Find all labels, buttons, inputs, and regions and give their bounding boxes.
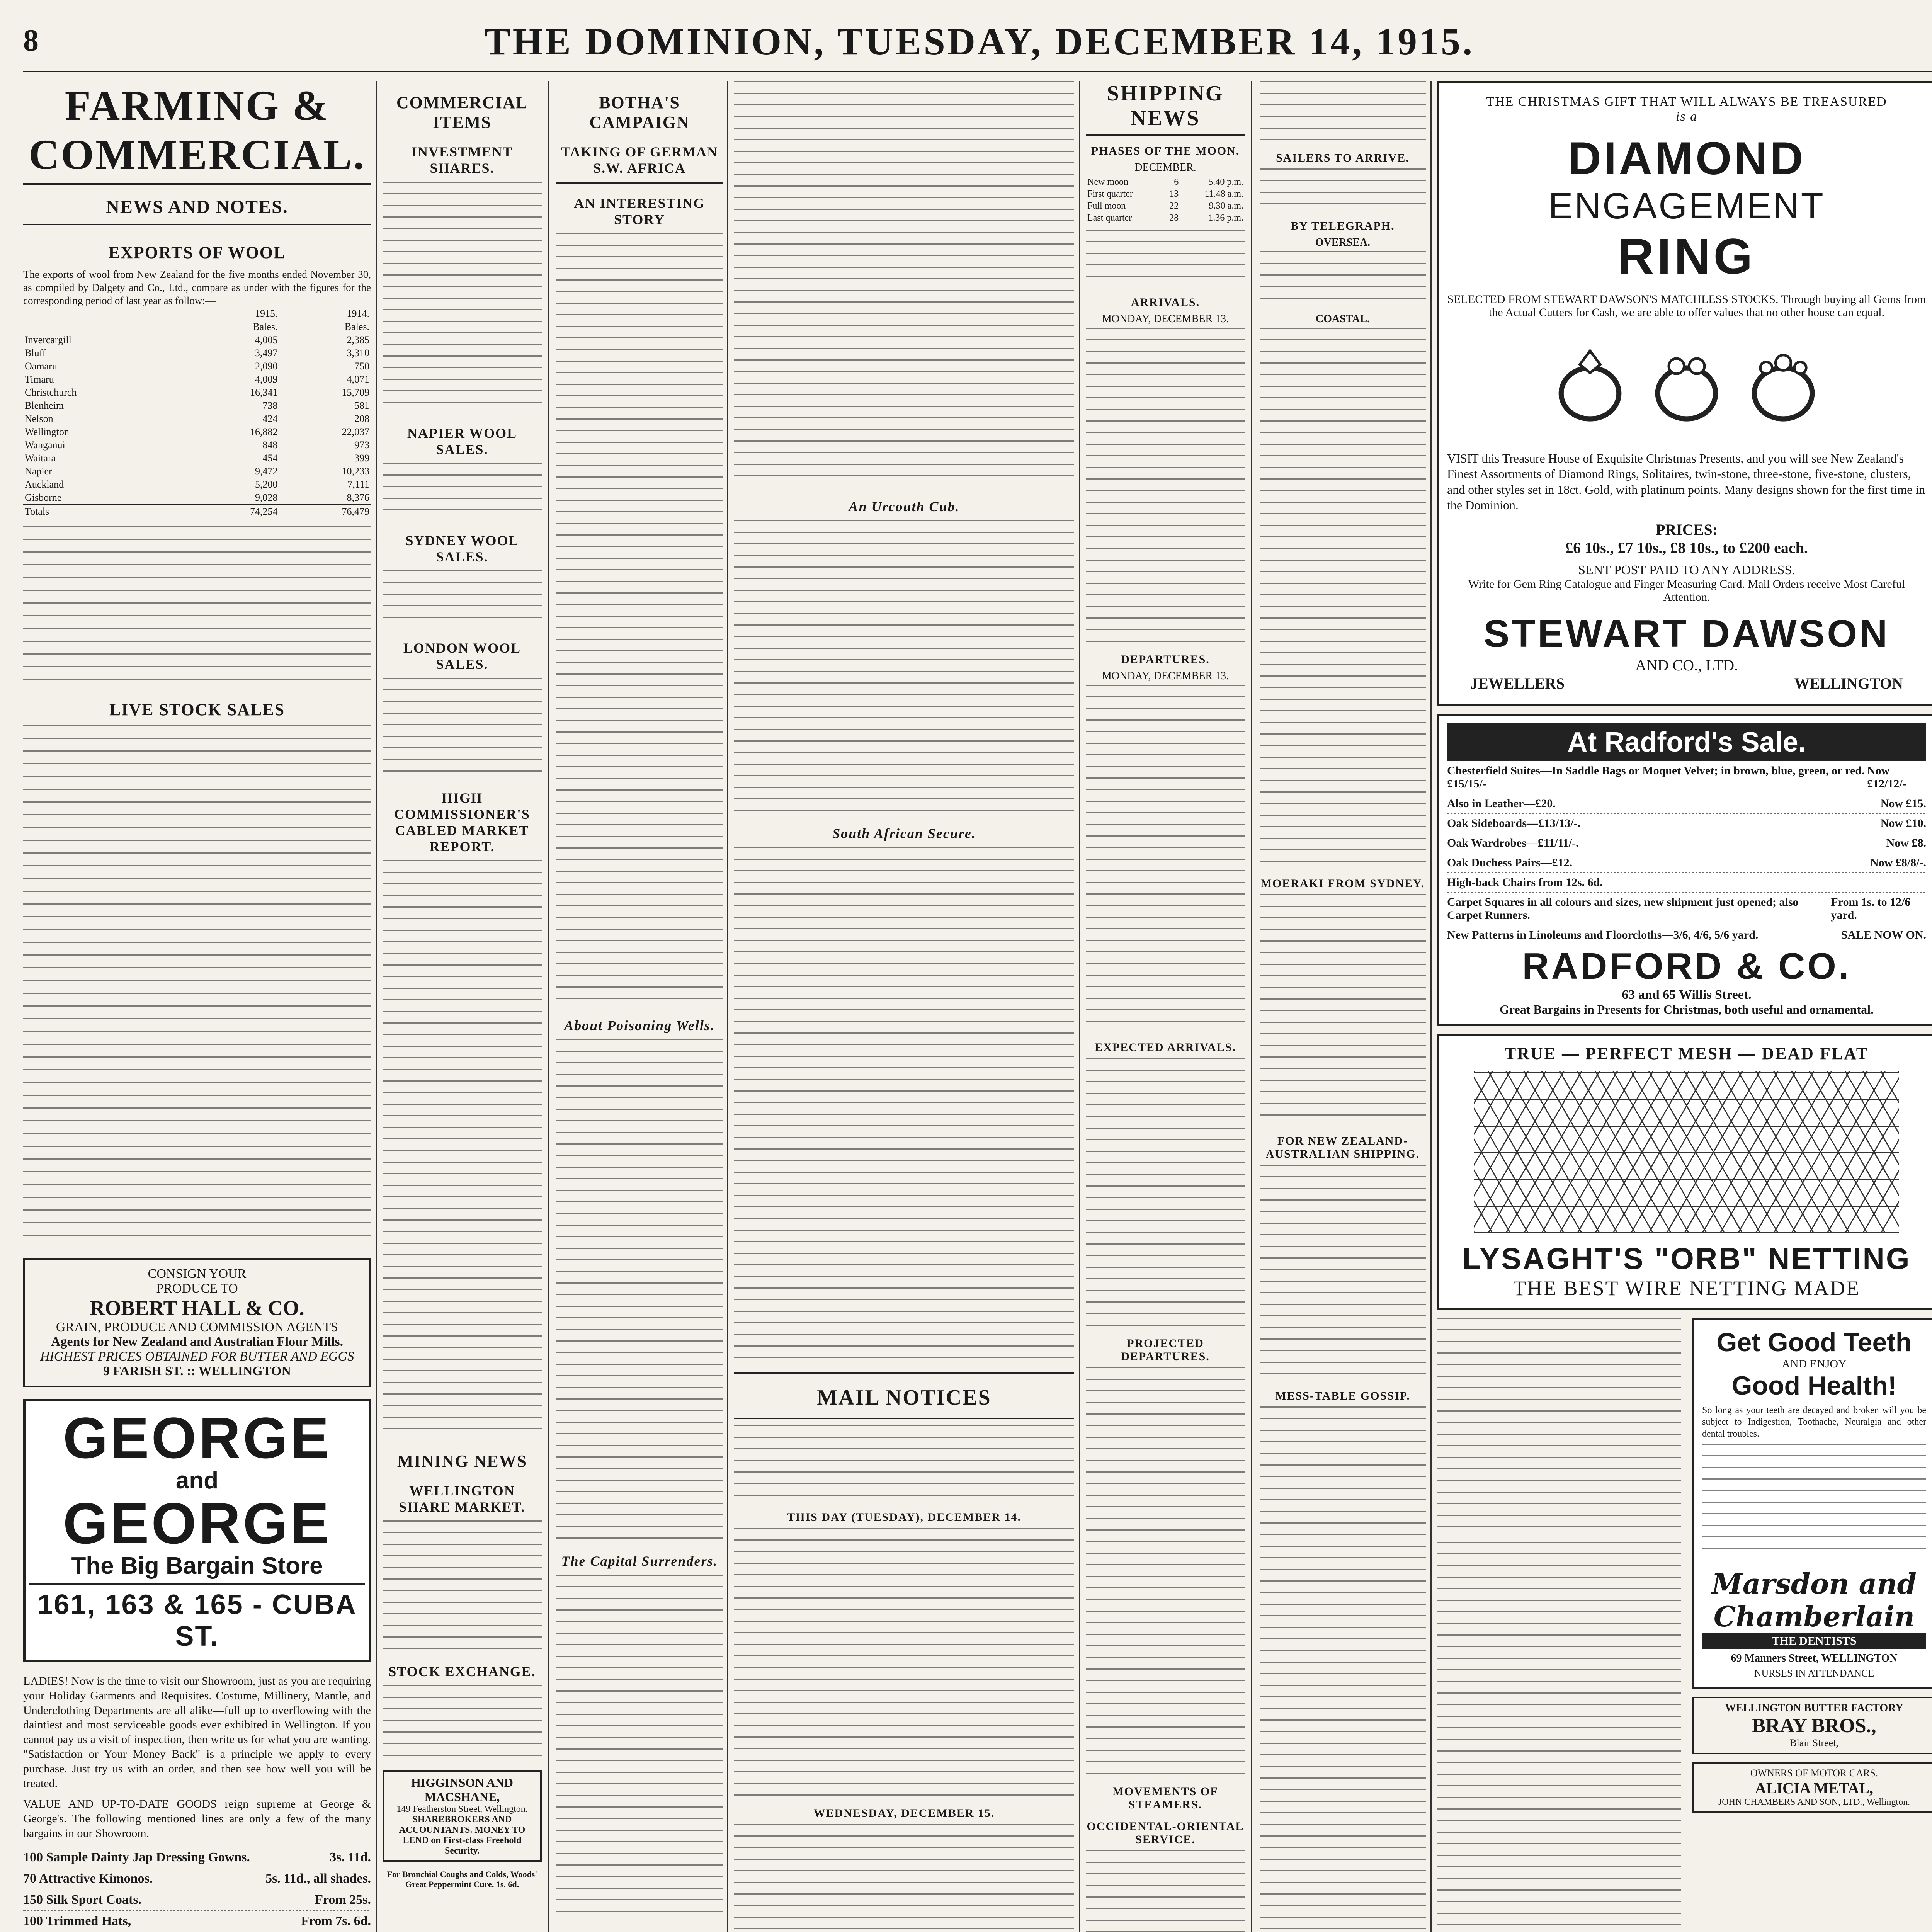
list-item: 100 Sample Dainty Jap Dressing Gowns. 3s. 11d. bbox=[23, 1847, 371, 1868]
ring-illustrations bbox=[1447, 327, 1926, 443]
table-row: Blenheim 738 581 bbox=[25, 400, 369, 412]
table-row: Wanganui 848 973 bbox=[25, 439, 369, 451]
table-row: Timaru 4,009 4,071 bbox=[25, 374, 369, 385]
page-title: THE DOMINION, TUESDAY, DECEMBER 14, 1915. bbox=[484, 20, 1475, 63]
list-item: 100 Trimmed Hats, From 7s. 6d. bbox=[23, 1911, 371, 1932]
ring-icon bbox=[1741, 342, 1826, 427]
commercial-heading: COMMERCIAL ITEMS bbox=[396, 93, 528, 132]
live-stock-heading: LIVE STOCK SALES bbox=[109, 700, 285, 719]
george-value: VALUE AND UP-TO-DATE GOODS reign supreme at George & George's. The following mentioned lines are only a few of the many bargains in our Showroom. bbox=[23, 1798, 371, 1840]
exports-intro: The exports of wool from New Zealand for the five months ended November 30, as compiled by Dalgety and Co., Ltd., compare as under with the figures for the corresponding period of last year as follow:— bbox=[23, 269, 371, 307]
column-news: An Urcouth Cub. South African Secure. MAIL NOTICES THIS DAY (TUESDAY), DECEMBER 14. WEDNESDAY, DECEMBER 15. bbox=[734, 81, 1074, 1932]
newspaper-page bbox=[23, 15, 1932, 1932]
list-item: Oak Duchess Pairs—£12. Now £8/8/-. bbox=[1447, 853, 1926, 873]
article-text bbox=[1437, 1318, 1681, 1534]
table-row: Full moon 22 9.30 a.m. bbox=[1087, 201, 1243, 211]
exports-heading: EXPORTS OF WOOL bbox=[108, 243, 286, 262]
column-divider bbox=[1079, 81, 1080, 1932]
table-row: Waitara 454 399 bbox=[25, 452, 369, 464]
table-row: New moon 6 5.40 p.m. bbox=[1087, 177, 1243, 187]
column-advertisements bbox=[1437, 81, 1932, 1932]
table-row: Napier 9,472 10,233 bbox=[25, 466, 369, 477]
table-row: First quarter 13 11.48 a.m. bbox=[1087, 189, 1243, 199]
table-row: Wellington 16,882 22,037 bbox=[25, 426, 369, 438]
wool-exports-table bbox=[23, 307, 371, 518]
list-item: Also in Leather—£20. Now £15. bbox=[1447, 794, 1926, 814]
table-row: Invercargill 4,005 2,385 bbox=[25, 334, 369, 346]
article-text bbox=[556, 233, 723, 1006]
diamond-ring-ad: THE CHRISTMAS GIFT THAT WILL ALWAYS BE TREASURED is a DIAMOND ENGAGEMENT RING SELECTED FROM STEWART DAWSON'S MATCHLESS STOCKS. Through buying all Gems from the Actual Cutters for Cash, we are able to offer values that no other house can equal. VISIT this Treasure House of Exquisite Christmas Presents, and you will see New Zealand's Finest Assortments of Diamond Rings, Solitaires, twin-stone, three-stone, five-stone, clusters, and other styles set in 18ct. Gold, with platinum points. Many designs shown for the first time in the Dominion. PRICES: £6 10s., £7 10s., £8 10s., to £200 each. SENT POST PAID TO ANY ADDRESS. Write for Gem Ring Catalogue and Finger Measuring Card. Mail Orders receive Most Careful Attention. STEWART DAWSON AND CO., LTD. JEWELLERS WELLINGTON bbox=[1437, 81, 1932, 706]
share-list bbox=[383, 182, 542, 413]
list-item: 70 Attractive Kimonos. 5s. 11d., all shades. bbox=[23, 1868, 371, 1889]
mail-notices-heading: MAIL NOTICES bbox=[817, 1386, 992, 1410]
list-item: High-back Chairs from 12s. 6d. bbox=[1447, 873, 1926, 893]
masthead bbox=[23, 15, 1932, 72]
list-item: 150 Silk Sport Coats. From 25s. bbox=[23, 1889, 371, 1911]
table-row: Last quarter 28 1.36 p.m. bbox=[1087, 213, 1243, 223]
column-divider bbox=[727, 81, 728, 1932]
alicia-metal-ad: OWNERS OF MOTOR CARS. ALICIA METAL, JOHN CHAMBERS AND SON, LTD., Wellington. bbox=[1692, 1762, 1932, 1813]
list-item: Chesterfield Suites—In Saddle Bags or Moquet Velvet; in brown, blue, green, or red. £15/15/- Now £12/12/- bbox=[1447, 761, 1926, 794]
robert-hall-ad: CONSIGN YOUR PRODUCE TO ROBERT HALL & CO. GRAIN, PRODUCE AND COMMISSION AGENTS Agents for New Zealand and Australian Flour Mills. HIGHEST PRICES OBTAINED FOR BUTTER AND EGGS 9 FARISH ST. :: WELLINGTON bbox=[23, 1258, 371, 1387]
list-item: Carpet Squares in all colours and sizes, new shipment just opened; also Carpet Runners. From 1s. to 12/6 yard. bbox=[1447, 893, 1926, 925]
dentists-ad: Get Good Teeth AND ENJOY Good Health! So long as your teeth are decayed and broken will you be subject to Indigestion, Toothache, Neuralgia and other dental troubles. Marsdon and Chamberlain THE DENTISTS 69 Manners Street, WELLINGTON NURSES IN ATTENDANCE bbox=[1692, 1318, 1932, 1689]
radford-sale-ad: At Radford's Sale. Chesterfield Suites—In Saddle Bags or Moquet Velvet; in brown, blue, green, or red. £15/15/- Now £12/12/- Also in Leather—£20. Now £15. Oak Sideboards—£13/13/-. Now £10. Oak Wardrobes—£11/11/-. Now £8. Oak Duchess Pairs—£12. Now £8/8/-. High-back Chairs from 12s. 6d. Carpet Squares in all colours and sizes, new shipment just opened; also Carpet Runners. From 1s. to 12/6 yard. New Patterns in Linoleums and Floorcloths—3/6, 4/6, 5/6 yard. SALE NOW ON. RADFORD & CO. 63 and 65 Willis Street. Great Bargains in Presents for Christmas, both useful and ornamental. bbox=[1437, 714, 1932, 1026]
wire-mesh-illustration bbox=[1474, 1071, 1899, 1233]
table-row: Bluff 3,497 3,310 bbox=[25, 347, 369, 359]
table-units: Bales. Bales. bbox=[253, 321, 369, 333]
table-row: Nelson 424 208 bbox=[25, 413, 369, 425]
ring-icon bbox=[1644, 342, 1729, 427]
botha-heading: BOTHA'S CAMPAIGN bbox=[589, 93, 690, 132]
article-text bbox=[23, 526, 371, 688]
advertiser-name: ROBERT HALL & CO. bbox=[90, 1296, 304, 1320]
column-farming bbox=[23, 81, 371, 1932]
higginson-ad: HIGGINSON AND MACSHANE, 149 Featherston Street, Wellington. SHAREBROKERS AND ACCOUNTANTS. MONEY TO LEND on First-class Freehold Security. bbox=[383, 1770, 542, 1862]
ring-icon bbox=[1548, 342, 1633, 427]
column-divider bbox=[376, 81, 377, 1932]
list-item: New Patterns in Linoleums and Floorcloths—3/6, 4/6, 5/6 yard. SALE NOW ON. bbox=[1447, 925, 1926, 945]
george-and-george-ad: GEORGE and GEORGE The Big Bargain Store 161, 163 & 165 - CUBA ST. bbox=[23, 1399, 371, 1662]
list-item: Oak Sideboards—£13/13/-. Now £10. bbox=[1447, 814, 1926, 833]
moon-table bbox=[1086, 176, 1245, 224]
bargain-list bbox=[23, 1847, 371, 1932]
table-total: Totals 74,254 76,479 bbox=[23, 505, 371, 518]
list-item: Oak Wardrobes—£11/11/-. Now £8. bbox=[1447, 833, 1926, 853]
article-text bbox=[23, 725, 371, 1243]
table-header: 1915. 1914. bbox=[255, 308, 369, 320]
butter-factory-ad: WELLINGTON BUTTER FACTORY BRAY BROS., Blair Street, bbox=[1692, 1697, 1932, 1754]
news-heading: NEWS AND NOTES. bbox=[106, 197, 288, 217]
george-intro: LADIES! Now is the time to visit our Showroom, just as you are requiring your Holiday Garments and Requisites. Costume, Millinery, Mantle, and Underclothing Departments are all alike—full up to overflowing with the daintiest and most serviceable goods ever exhibited in Wellington. If you cannot pay us a visit of inspection, then write us for what you are wanting. "Satisfaction or Your Money Back" is a principle we apply to every purchase. Just try us with an order, and then see how well you will be treated. bbox=[23, 1675, 371, 1790]
article-text bbox=[734, 81, 1074, 487]
table-row: Gisborne 9,028 8,376 bbox=[25, 492, 369, 503]
lysaght-netting-ad: TRUE — PERFECT MESH — DEAD FLAT LYSAGHT'S "ORB" NETTING THE BEST WIRE NETTING MADE bbox=[1437, 1034, 1932, 1310]
column-commercial: COMMERCIAL ITEMS INVESTMENT SHARES. NAPIER WOOL SALES. SYDNEY WOOL SALES. LONDON WOOL SALES. HIGH COMMISSIONER'S CABLED MARKET REPORT. MINING NEWS WELLINGTON SHARE MARKET. STOCK EXCHANGE. HIGGINSON AND MACSHANE, 149 Featherston Street, Wellington. SHAREBROKERS AND ACCOUNTANTS. MONEY TO LEND on First-class Freehold Security. For Bronchial Coughs and Colds, Woods' Great Peppermint Cure. 1s. 6d. BOTHA'S CAMPAIGN TAKING OF GERMAN S.W. AFRICA AN INTERESTING STORY About Poisoning Wells. The Capital Surrenders. bbox=[383, 81, 723, 1932]
table-row: Christchurch 16,341 15,709 bbox=[25, 387, 369, 398]
table-row: Auckland 5,200 7,111 bbox=[25, 479, 369, 490]
shipping-heading: SHIPPING NEWS bbox=[1086, 81, 1245, 136]
section-title: FARMING & COMMERCIAL. bbox=[23, 81, 371, 185]
column-divider bbox=[1430, 81, 1432, 1932]
table-row: Oamaru 2,090 750 bbox=[25, 361, 369, 372]
column-shipping: SHIPPING NEWS PHASES OF THE MOON. DECEMBER. New moon 6 5.40 p.m. First quarter 13 11.48 a.m. Full moon 22 9.30 a.m. Last quarter 28 1.36 p.m. ARRIVALS. MONDAY, DECEMBER 13. DEPARTURES. MONDAY, DECEMBER 13. EXPECTED ARRIVALS. PROJECTED DEPARTURES. MOVEMENTS OF STEAMERS. OCCIDENTAL-ORIENTAL SERVICE. SAILERS TO ARRIVE. BY TELEGRAPH. OVERSEA. COASTAL. MOERAKI FROM SYDNEY. FOR NEW ZEALAND-AUSTRALIAN SHIPPING. MESS-TABLE GOSSIP. bbox=[1086, 81, 1426, 1932]
page-number: 8 bbox=[23, 24, 39, 58]
